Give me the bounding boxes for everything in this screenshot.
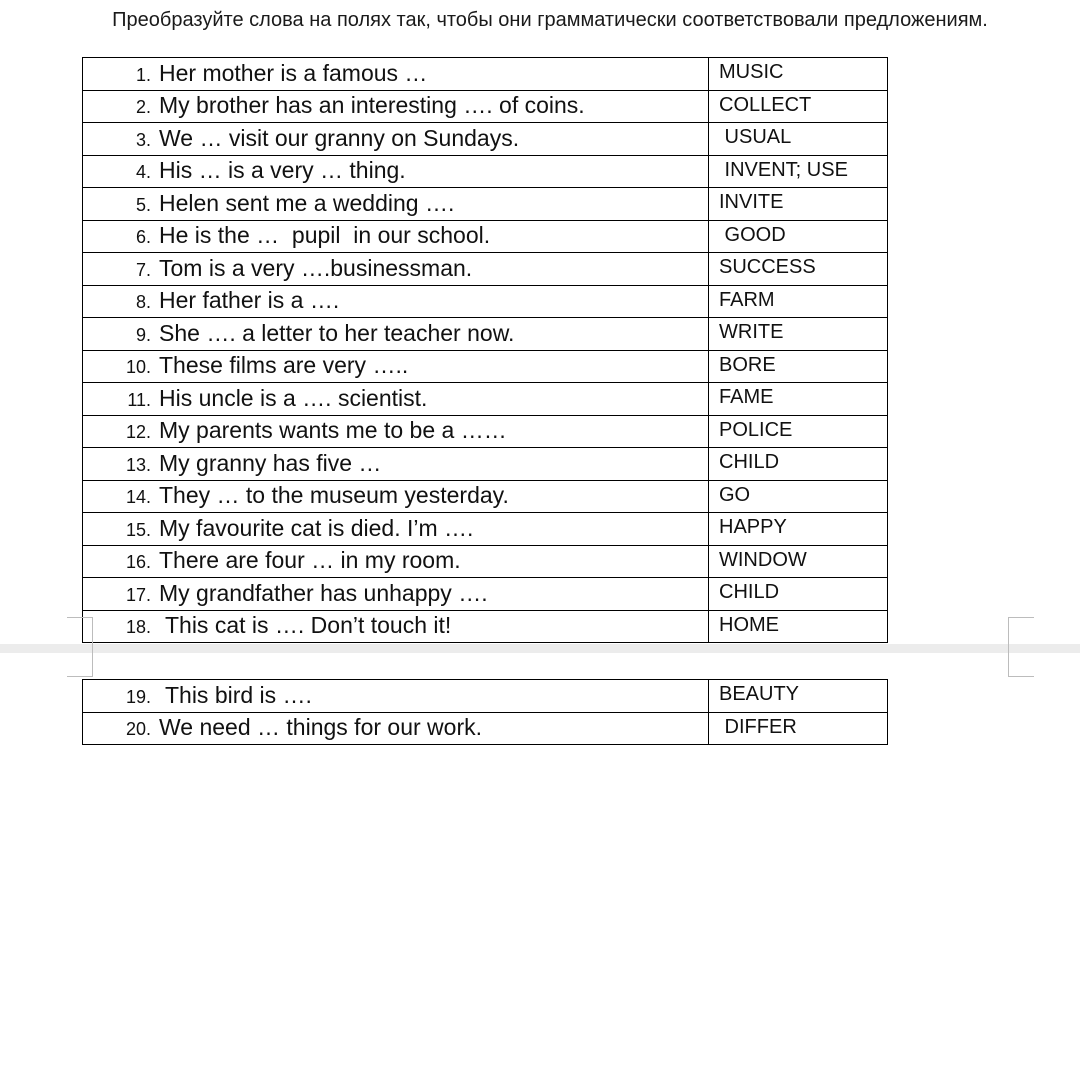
sentence-cell bbox=[83, 188, 709, 221]
table-row bbox=[83, 350, 888, 383]
item-number: 5. bbox=[135, 194, 151, 215]
sentence-text: His … is a very … thing. bbox=[159, 157, 406, 184]
item-number: 12. bbox=[125, 422, 151, 443]
source-word: HOME bbox=[719, 613, 779, 636]
sentence-text: They … to the museum yesterday. bbox=[159, 482, 509, 509]
source-word: INVITE bbox=[719, 191, 784, 213]
table-row bbox=[83, 383, 888, 416]
table-row bbox=[83, 285, 888, 318]
item-number: 2. bbox=[135, 97, 151, 118]
sentence-cell bbox=[83, 480, 709, 513]
source-word-cell bbox=[709, 220, 888, 253]
source-word: DIFFER bbox=[719, 715, 797, 738]
sentence-text: Her mother is a famous … bbox=[159, 59, 428, 86]
item-number: 14. bbox=[125, 487, 151, 508]
sentence-cell bbox=[83, 513, 709, 546]
item-number: 13. bbox=[125, 454, 151, 475]
source-word-cell bbox=[709, 545, 888, 578]
source-word-cell bbox=[709, 383, 888, 416]
sentence-text: We … visit our granny on Sundays. bbox=[159, 124, 520, 151]
sentence-text: My favourite cat is died. I’m …. bbox=[159, 514, 474, 541]
sentence-text: This cat is …. Don’t touch it! bbox=[159, 612, 452, 639]
source-word: WINDOW bbox=[719, 548, 807, 571]
table-row bbox=[83, 123, 888, 156]
sentence-text: This bird is …. bbox=[159, 681, 312, 708]
item-number: 18. bbox=[125, 617, 151, 638]
sentence-cell bbox=[83, 90, 709, 123]
item-number: 3. bbox=[135, 129, 151, 150]
source-word: POLICE bbox=[719, 418, 793, 441]
sentence-cell bbox=[83, 578, 709, 611]
source-word: MUSIC bbox=[719, 61, 784, 83]
source-word: CHILD bbox=[719, 581, 780, 603]
table-row bbox=[83, 448, 888, 481]
sentence-text: My parents wants me to be a …… bbox=[159, 417, 507, 444]
source-word-cell bbox=[709, 415, 888, 448]
table-row bbox=[83, 220, 888, 253]
item-number: 8. bbox=[135, 292, 151, 313]
sentence-cell bbox=[83, 448, 709, 481]
source-word: SUCCESS bbox=[719, 256, 816, 278]
source-word: USUAL bbox=[719, 126, 792, 148]
source-word: WRITE bbox=[719, 321, 784, 343]
sentence-cell bbox=[83, 545, 709, 578]
sentence-cell bbox=[83, 220, 709, 253]
sentence-cell bbox=[83, 712, 709, 745]
page-break bbox=[0, 644, 1080, 653]
source-word-cell bbox=[709, 513, 888, 546]
source-word-cell bbox=[709, 578, 888, 611]
sentence-text: His uncle is a …. scientist. bbox=[159, 384, 428, 411]
source-word-cell bbox=[709, 680, 888, 713]
item-number: 7. bbox=[135, 259, 151, 280]
exercise-table-page-2 bbox=[82, 679, 888, 745]
source-word: FARM bbox=[719, 288, 775, 311]
sentence-text: My granny has five … bbox=[159, 449, 382, 476]
source-word-cell bbox=[709, 155, 888, 188]
sentence-cell bbox=[83, 58, 709, 91]
table-row bbox=[83, 90, 888, 123]
table-row bbox=[83, 188, 888, 221]
sentence-cell bbox=[83, 610, 709, 643]
source-word: BEAUTY bbox=[719, 683, 800, 705]
left-margin-marker bbox=[66, 617, 93, 677]
sentence-text: He is the … pupil in our school. bbox=[159, 222, 491, 249]
table-row bbox=[83, 253, 888, 286]
item-number: 19. bbox=[125, 686, 151, 707]
sentence-text: Tom is a very ….businessman. bbox=[159, 254, 473, 281]
source-word-cell bbox=[709, 253, 888, 286]
sentence-cell bbox=[83, 253, 709, 286]
sentence-text: Helen sent me a wedding …. bbox=[159, 189, 455, 216]
exercise-table-page-1 bbox=[82, 57, 888, 643]
source-word-cell bbox=[709, 123, 888, 156]
source-word-cell bbox=[709, 188, 888, 221]
source-word-cell bbox=[709, 318, 888, 351]
sentence-cell bbox=[83, 123, 709, 156]
source-word-cell bbox=[709, 610, 888, 643]
item-number: 11. bbox=[127, 389, 151, 410]
sentence-text: These films are very ….. bbox=[159, 352, 409, 379]
table-row bbox=[83, 480, 888, 513]
item-number: 15. bbox=[125, 519, 151, 540]
table-row bbox=[83, 513, 888, 546]
source-word: GO bbox=[719, 483, 751, 506]
table-row bbox=[83, 545, 888, 578]
source-word-cell bbox=[709, 350, 888, 383]
table-row bbox=[83, 712, 888, 745]
sentence-cell bbox=[83, 350, 709, 383]
item-number: 4. bbox=[135, 162, 151, 183]
table-row bbox=[83, 415, 888, 448]
source-word-cell bbox=[709, 712, 888, 745]
source-word-cell bbox=[709, 90, 888, 123]
sentence-cell bbox=[83, 318, 709, 351]
source-word-cell bbox=[709, 285, 888, 318]
source-word: CHILD bbox=[719, 451, 780, 473]
source-word-cell bbox=[709, 58, 888, 91]
sentence-text: We need … things for our work. bbox=[159, 714, 482, 741]
item-number: 20. bbox=[125, 719, 151, 740]
item-number: 6. bbox=[135, 227, 151, 248]
sentence-text: My grandfather has unhappy …. bbox=[159, 579, 488, 606]
source-word: HAPPY bbox=[719, 516, 787, 538]
source-word: FAME bbox=[719, 386, 774, 408]
page-title: Преобразуйте слова на полях так, чтобы они грамматически соответствовали предложениям. bbox=[112, 9, 988, 31]
sentence-text: Her father is a …. bbox=[159, 287, 340, 314]
item-number: 16. bbox=[125, 552, 151, 573]
table-row bbox=[83, 680, 888, 713]
source-word: GOOD bbox=[719, 223, 786, 246]
table-row bbox=[83, 610, 888, 643]
source-word: INVENT; USE bbox=[719, 158, 848, 181]
sentence-cell bbox=[83, 285, 709, 318]
source-word-cell bbox=[709, 448, 888, 481]
sentence-cell bbox=[83, 383, 709, 416]
item-number: 1. bbox=[135, 64, 151, 85]
table-row bbox=[83, 58, 888, 91]
table-row bbox=[83, 318, 888, 351]
sentence-cell bbox=[83, 155, 709, 188]
item-number: 10. bbox=[125, 357, 151, 378]
item-number: 17. bbox=[125, 584, 151, 605]
sentence-text: There are four … in my room. bbox=[159, 547, 461, 574]
source-word: BORE bbox=[719, 353, 776, 376]
sentence-text: My brother has an interesting …. of coins. bbox=[159, 92, 585, 119]
source-word: COLLECT bbox=[719, 93, 812, 116]
sentence-cell bbox=[83, 680, 709, 713]
table-row bbox=[83, 578, 888, 611]
sentence-cell bbox=[83, 415, 709, 448]
table-row bbox=[83, 155, 888, 188]
item-number: 9. bbox=[135, 324, 151, 345]
source-word-cell bbox=[709, 480, 888, 513]
right-margin-marker bbox=[1008, 617, 1035, 677]
sentence-text: She …. a letter to her teacher now. bbox=[159, 319, 515, 346]
